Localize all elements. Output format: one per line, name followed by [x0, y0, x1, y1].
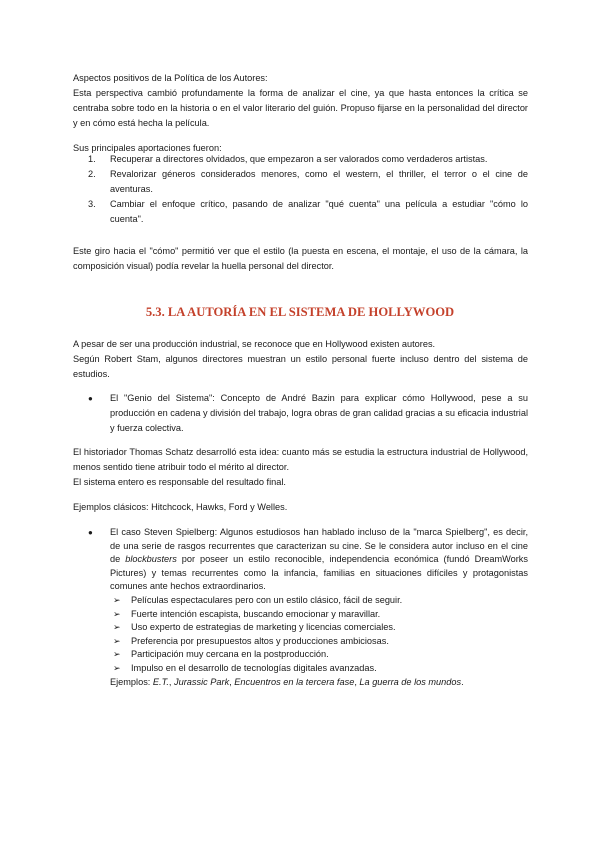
trait-text: Fuerte intención escapista, buscando emocionar y maravillar.: [131, 608, 381, 619]
list-item: [73, 152, 528, 167]
list-item-text: Cambiar el enfoque crítico, pasando de analizar "qué cuenta" una película a estudiar "cómo lo cuenta".: [110, 199, 528, 224]
trait-item: [73, 662, 528, 676]
hollywood-line-1: A pesar de ser una producción industrial, se reconoce que en Hollywood existen autores.: [73, 339, 436, 349]
trait-text: Impulso en el desarrollo de tecnologías digitales avanzadas.: [131, 662, 377, 673]
arrow-bullet-icon: ➢: [113, 635, 121, 646]
trait-text: Películas espectaculares pero con un estilo clásico, fácil de seguir.: [131, 594, 403, 605]
spielberg-text-2: por poseer un estilo reconocible, independencia económica (fundó DreamWorks Pictures) y temas recurrentes como la infancia, familias en situaciones difíciles y protagonistas comunes ante hechos extraordinarios.: [110, 554, 528, 592]
list-item: [73, 167, 528, 197]
list-number: 1.: [88, 154, 96, 164]
contributions-intro: Sus principales aportaciones fueron:: [73, 143, 222, 153]
film-title: La guerra de los mundos: [359, 676, 462, 687]
spielberg-block: [73, 526, 528, 689]
list-number: 3.: [88, 199, 96, 209]
trait-item: [73, 621, 528, 635]
film-title: E.T.: [152, 676, 169, 687]
films-separator: ,: [229, 676, 235, 687]
shift-paragraph: Este giro hacia el "cómo" permitió ver que el estilo (la puesta en escena, el montaje, el uso de la cámara, la composición visual) podía revelar la huella personal del director.: [73, 246, 528, 271]
arrow-bullet-icon: ➢: [113, 649, 121, 660]
films-end: .: [461, 676, 464, 687]
trait-item: [73, 608, 528, 622]
trait-text: Preferencia por presupuestos altos y producciones ambiciosas.: [131, 635, 389, 646]
film-title: Encuentros en la tercera fase: [234, 676, 355, 687]
bullet-dot-icon: ●: [88, 394, 93, 403]
section-paragraph: Esta perspectiva cambió profundamente la forma de analizar el cine, ya que hasta entonces la crítica se centraba sobre todo en la historia o en el valor literario del guión. Propuso fijarse en la personalidad del director y en cómo está hecha la película.: [73, 88, 528, 128]
trait-item: [73, 594, 528, 608]
films-label: Ejemplos:: [110, 676, 153, 687]
trait-item: [73, 635, 528, 649]
films-separator: ,: [354, 676, 360, 687]
contributions-list: [73, 152, 528, 227]
spielberg-text-1: El caso Steven Spielberg: Algunos estudiosos han hablado incluso de la "marca Spielberg", es decir, de una serie de rasgos recurrentes que caracterizan su cine. Se le considera autor incluso en el cine de: [110, 527, 528, 565]
trait-text: Uso experto de estrategias de marketing y licencias comerciales.: [131, 622, 396, 633]
schatz-line-2: El sistema entero es responsable del resultado final.: [73, 477, 286, 487]
bullet-dot-icon: ●: [88, 528, 93, 537]
bullet-text: El "Genio del Sistema": Concepto de André Bazin para explicar cómo Hollywood, pese a su producción en cadena y división del trabajo, logra obras de gran calidad gracias a su eficacia industrial y fuerza colectiva.: [110, 393, 528, 433]
list-item: [73, 197, 528, 227]
bullet-item: [73, 526, 528, 594]
hollywood-line-2: Según Robert Stam, algunos directores muestran un estilo personal fuerte incluso dentro del sistema de estudios.: [73, 354, 528, 379]
list-number: 2.: [88, 169, 96, 179]
list-item-text: Revalorizar géneros considerados menores, como el western, el thriller, el terror o el cine de aventuras.: [110, 169, 528, 194]
section-heading: 5.3. LA AUTORÍA EN EL SISTEMA DE HOLLYWOOD: [145, 305, 455, 319]
arrow-bullet-icon: ➢: [113, 594, 121, 605]
trait-text: Participación muy cercana en la postproducción.: [131, 649, 329, 660]
film-title: Jurassic Park: [174, 676, 230, 687]
films-separator: ,: [168, 676, 175, 687]
list-item-text: Recuperar a directores olvidados, que empezaron a ser valorados como verdaderos artistas.: [110, 154, 488, 164]
spielberg-italic: blockbusters: [125, 554, 177, 565]
section-title: Aspectos positivos de la Política de los Autores:: [73, 73, 268, 83]
schatz-line-1: El historiador Thomas Schatz desarrolló esta idea: cuanto más se estudia la estructura industrial de Hollywood, menos sentido tiene atribuir todo el mérito al director.: [73, 447, 528, 472]
arrow-bullet-icon: ➢: [113, 608, 121, 619]
arrow-bullet-icon: ➢: [113, 622, 121, 633]
films-line: [73, 676, 528, 690]
examples-line: Ejemplos clásicos: Hitchcock, Hawks, Ford y Welles.: [73, 502, 288, 512]
trait-item: [73, 648, 528, 662]
arrow-bullet-icon: ➢: [113, 662, 121, 673]
genio-bullet: [73, 391, 528, 436]
bullet-item: [73, 391, 528, 436]
